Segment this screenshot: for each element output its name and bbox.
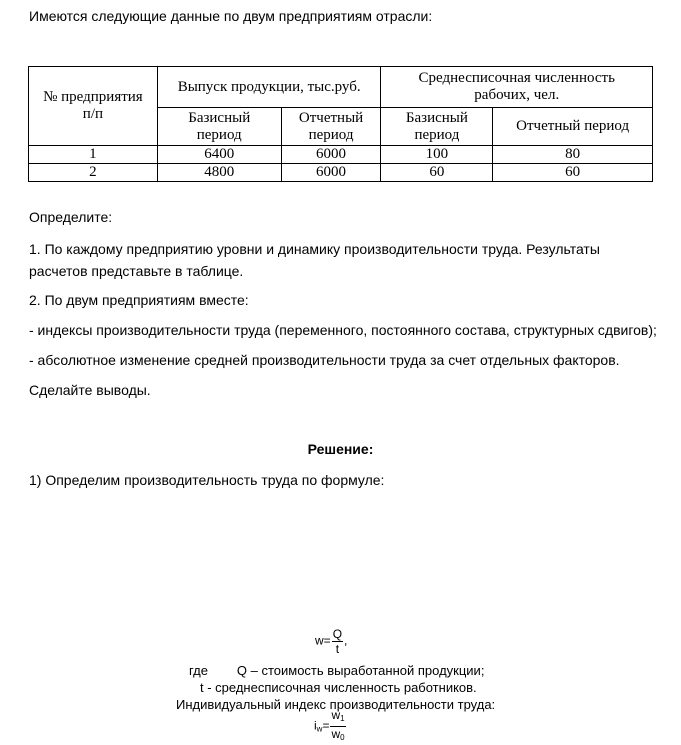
header-headcount-base: Базисный период xyxy=(381,108,493,146)
index-fraction xyxy=(330,708,345,745)
formula-numerator: Q xyxy=(332,627,343,641)
task-title: Определите: xyxy=(29,209,113,225)
table-row xyxy=(29,146,653,164)
formula-denominator: t xyxy=(335,642,340,656)
table-cell: 4800 xyxy=(157,164,281,182)
index-denominator: $w_0$ xyxy=(331,727,345,742)
header-output-base: Базисный период xyxy=(157,108,281,146)
formula-fraction xyxy=(332,627,343,656)
table-cell: 1 xyxy=(29,146,158,164)
task-conclusion: Сделайте выводы. xyxy=(29,382,151,398)
formula-lhs: w= xyxy=(315,633,331,648)
header-enterprise: № предприятия п/п xyxy=(29,67,158,146)
enterprise-data-table xyxy=(28,66,653,182)
header-headcount-report: Отчетный период xyxy=(493,108,653,146)
table-cell: 6000 xyxy=(281,164,381,182)
task-item-1: 1. По каждому предприятию уровни и динамику производительности труда. Результаты расчетов представьте в таблице. xyxy=(29,241,600,279)
header-headcount: Среднесписочная численность рабочих, чел. xyxy=(381,67,653,108)
table-cell: 100 xyxy=(381,146,493,164)
task-item-2a: - индексы производительности труда (переменного, постоянного состава, структурных сдвигов); xyxy=(29,322,657,338)
table-header-row xyxy=(29,67,653,108)
solution-step-1: 1) Определим производительность труда по формуле: xyxy=(29,472,385,488)
table-cell: 6400 xyxy=(157,146,281,164)
index-label: Индивидуальный индекс производительности труда: xyxy=(176,697,496,712)
intro-text: Имеются следующие данные по двум предприятиям отрасли: xyxy=(29,8,433,24)
table-row xyxy=(29,164,653,182)
index-formula: $i_w=$ $\frac{w_1}{w_0}$ xyxy=(314,708,347,745)
index-numerator: $w_1$ xyxy=(330,708,345,727)
productivity-formula xyxy=(315,627,347,656)
header-output-report: Отчетный период xyxy=(281,108,381,146)
header-output: Выпуск продукции, тыс.руб. xyxy=(157,67,381,108)
table-cell: 80 xyxy=(493,146,653,164)
where-q-line: где Q – стоимость выработанной продукции; xyxy=(189,663,485,678)
table-cell: 2 xyxy=(29,164,158,182)
solution-title: Решение: xyxy=(307,441,374,457)
task-item-2b: - абсолютное изменение средней производительности труда за счет отдельных факторов. xyxy=(29,352,620,368)
table-cell: 6000 xyxy=(281,146,381,164)
table-cell: 60 xyxy=(493,164,653,182)
task-item-2: 2. По двум предприятиям вместе: xyxy=(29,292,249,308)
table-cell: 60 xyxy=(381,164,493,182)
formula-tail: , xyxy=(344,633,348,648)
where-t-line: t - среднесписочная численность работников. xyxy=(200,680,477,695)
